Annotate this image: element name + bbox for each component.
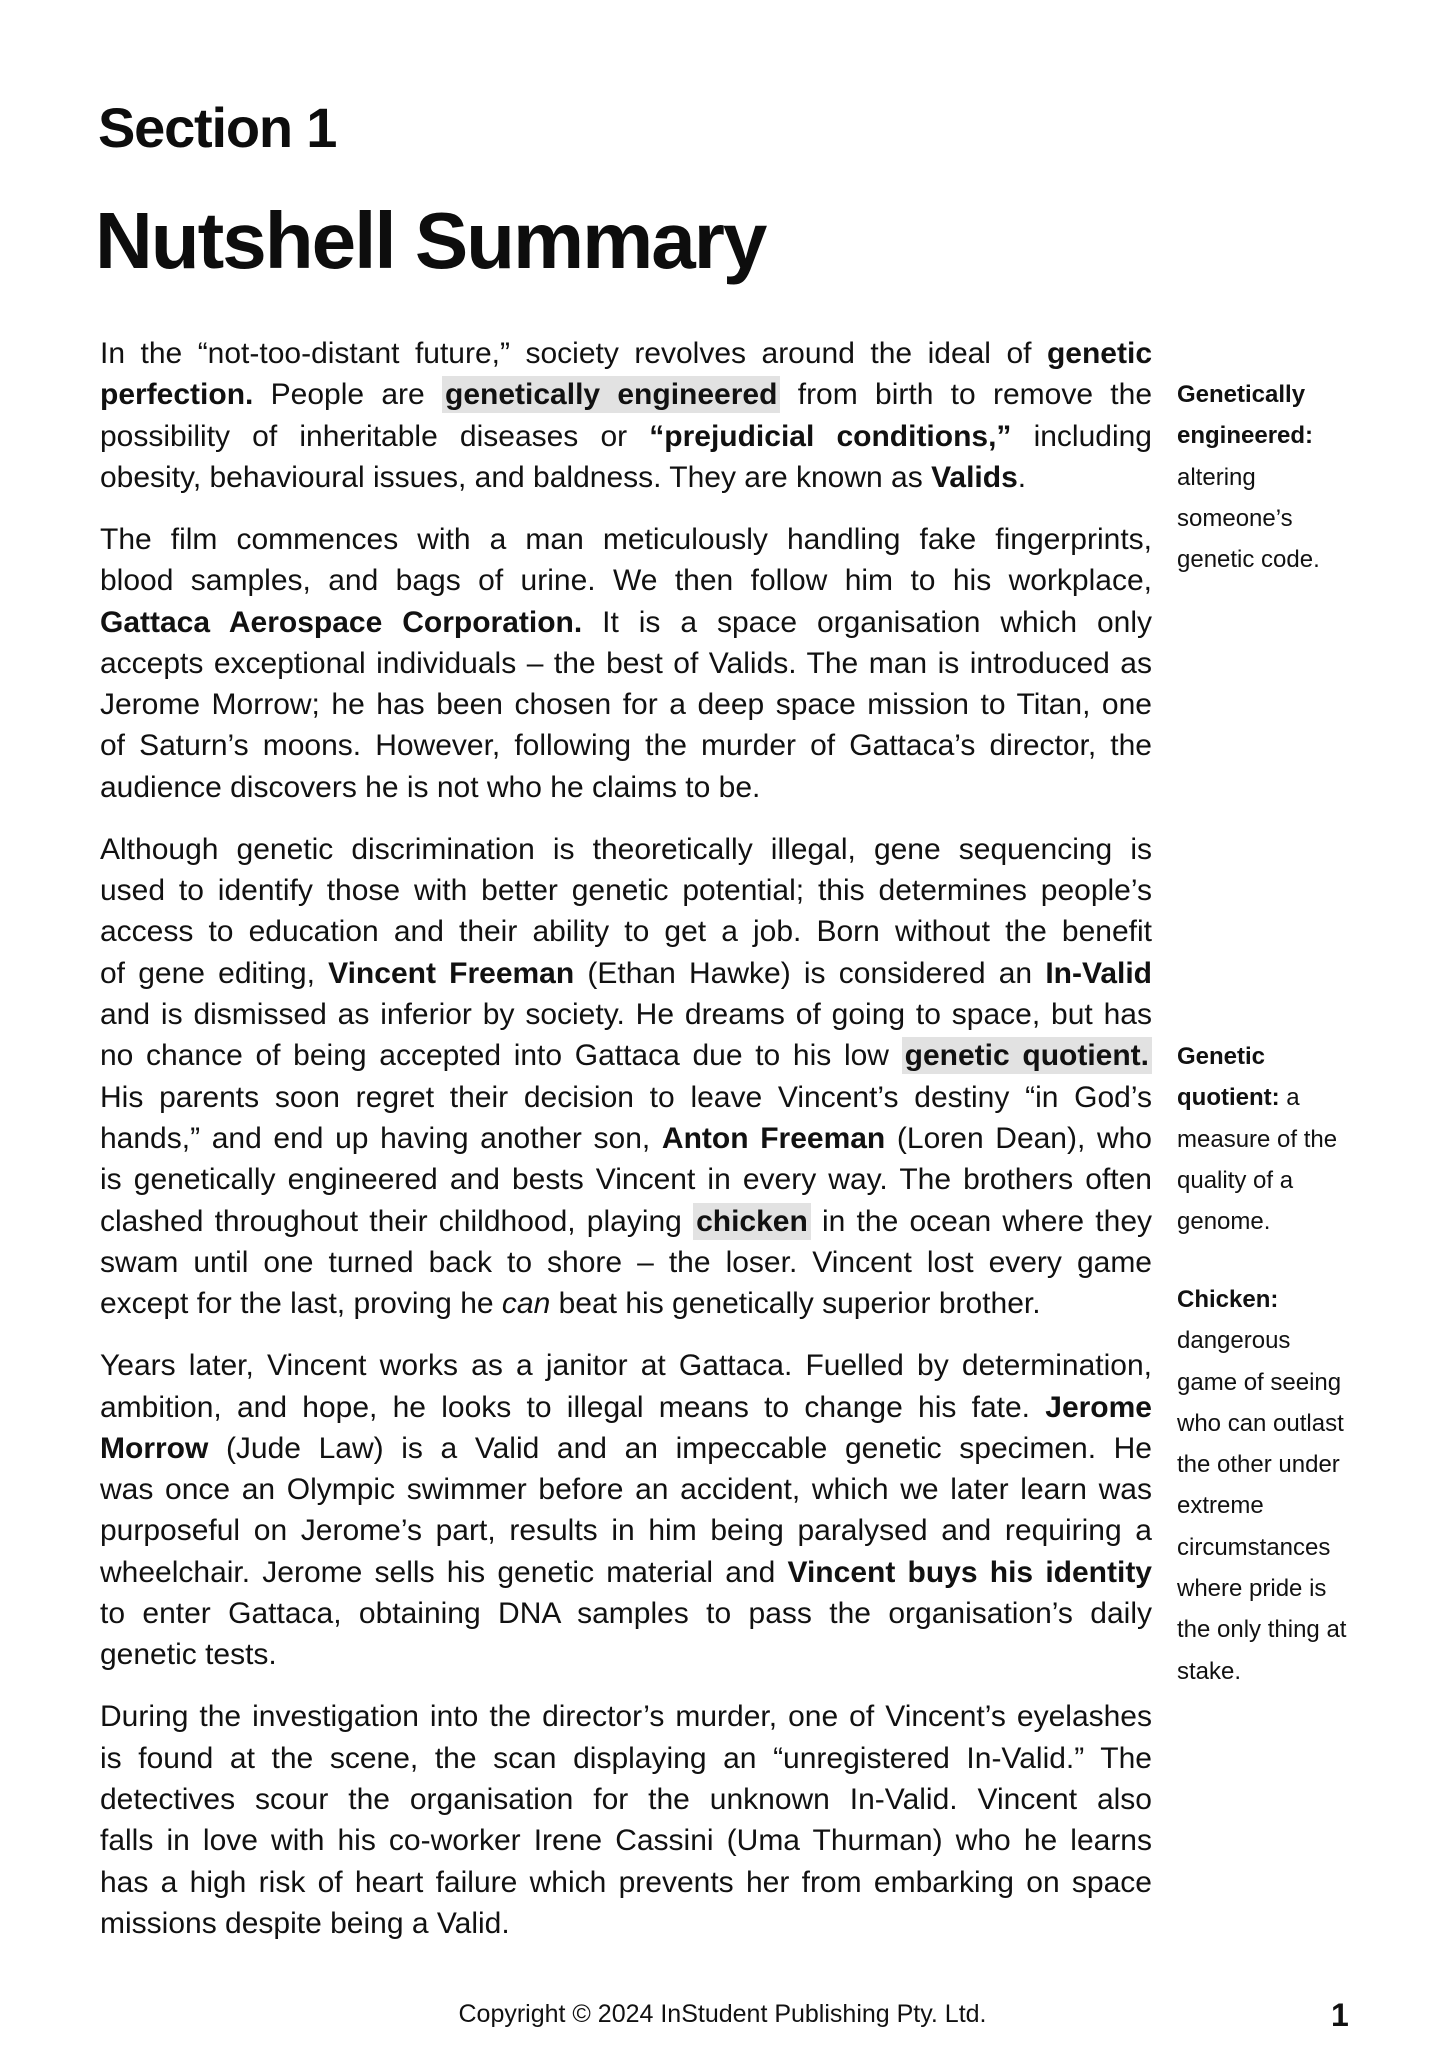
text-line xyxy=(1177,1119,1417,1160)
body-paragraph xyxy=(100,333,1152,498)
text-line xyxy=(100,1738,1152,1779)
text-run: It is a space organisation which only xyxy=(582,605,1152,639)
text-line xyxy=(100,1077,1152,1118)
text-line xyxy=(1177,1036,1417,1077)
text-run: blood samples, and bags of urine. We then follow him to his workplace, xyxy=(100,564,1152,598)
text-run: detectives scour the organisation for the unknown In-Valid. Vincent also xyxy=(100,1782,1152,1816)
text-line xyxy=(100,870,1152,911)
text-line xyxy=(100,767,1152,808)
text-line xyxy=(100,1345,1152,1386)
text-run: hands,” and end up having another son, xyxy=(100,1121,662,1155)
text-line xyxy=(1177,1568,1417,1609)
text-run: possibility of inheritable diseases or xyxy=(100,419,650,453)
text-run: used to identify those with better genetic potential; this determines people’s xyxy=(100,874,1152,908)
text-line xyxy=(100,643,1152,684)
text-line xyxy=(100,1820,1152,1861)
highlighted-key-term: chicken xyxy=(693,1203,811,1240)
text-run: except for the last, proving he xyxy=(100,1287,502,1321)
text-run: of Saturn’s moons. However, following the murder of Gattaca’s director, the xyxy=(100,729,1152,763)
text-run: purposeful on Jerome’s part, results in him being paralysed and requiring a xyxy=(100,1514,1152,1548)
text-run: During the investigation into the director’s murder, one of Vincent’s eyelashes xyxy=(100,1700,1152,1734)
text-run: including xyxy=(1011,419,1152,453)
bold-term: In-Valid xyxy=(1045,956,1152,990)
text-run: ambition, and hope, he looks to illegal means to change his fate. xyxy=(100,1390,1046,1424)
text-run: of gene editing, xyxy=(100,956,329,990)
bold-term: Chicken: xyxy=(1177,1286,1279,1313)
text-run: People are xyxy=(253,378,443,412)
text-run: who can outlast xyxy=(1177,1409,1344,1437)
text-run: genetic tests. xyxy=(100,1638,277,1672)
text-run: quality of a xyxy=(1177,1166,1294,1194)
bold-term: genetic xyxy=(1046,337,1152,370)
text-run: falls in love with his co-worker Irene Cassini (Uma Thurman) who he learns xyxy=(100,1824,1152,1858)
highlighted-key-term: genetic quotient. xyxy=(902,1037,1152,1074)
text-run: missions despite being a Valid. xyxy=(100,1906,510,1940)
text-line xyxy=(100,725,1152,766)
text-line xyxy=(100,457,1152,498)
text-run: the only thing at xyxy=(1177,1616,1347,1644)
text-run: swam until one turned back to shore – the loser. Vincent lost every game xyxy=(100,1245,1152,1279)
body-paragraph xyxy=(100,829,1152,1325)
text-line xyxy=(1177,1362,1417,1403)
text-run: extreme xyxy=(1177,1492,1264,1520)
text-run: circumstances xyxy=(1177,1533,1331,1561)
text-line xyxy=(1177,1077,1417,1118)
text-line xyxy=(100,374,1152,415)
glossary-entry-genetically-engineered xyxy=(1177,374,1417,580)
text-line xyxy=(100,1862,1152,1903)
bold-term: Jerome xyxy=(1045,1390,1152,1424)
text-run: (Ethan Hawke) is considered an xyxy=(574,956,1046,990)
text-run: from birth to remove the xyxy=(780,378,1153,412)
text-run: a xyxy=(1279,1084,1300,1112)
text-line xyxy=(100,333,1152,374)
text-line xyxy=(100,829,1152,870)
text-run: someone’s xyxy=(1177,504,1293,532)
text-line xyxy=(100,994,1152,1035)
text-run: game of seeing xyxy=(1177,1368,1342,1396)
text-line xyxy=(100,1283,1152,1324)
bold-term: Genetically xyxy=(1177,381,1306,408)
text-run: was once an Olympic swimmer before an accident, which we later learn was xyxy=(100,1473,1152,1507)
text-line xyxy=(1177,415,1417,456)
text-run: clashed throughout their childhood, playing xyxy=(100,1204,694,1238)
glossary-entry-genetic-quotient xyxy=(1177,1036,1417,1242)
text-line xyxy=(100,684,1152,725)
text-line xyxy=(100,602,1152,643)
bold-term: Morrow xyxy=(100,1431,209,1465)
bold-term: Gattaca Aerospace Corporation. xyxy=(100,605,583,639)
bold-term: Genetic xyxy=(1177,1043,1266,1070)
text-run: Although genetic discrimination is theoretically illegal, gene sequencing is xyxy=(100,832,1152,866)
text-run: the other under xyxy=(1177,1451,1340,1479)
bold-term: Anton Freeman xyxy=(661,1121,886,1155)
text-line xyxy=(1177,1485,1417,1526)
text-line xyxy=(1177,1527,1417,1568)
text-run: stake. xyxy=(1177,1657,1242,1685)
text-line xyxy=(1177,1609,1417,1650)
text-line xyxy=(100,1035,1152,1076)
text-line xyxy=(100,1118,1152,1159)
body-paragraph xyxy=(100,1696,1152,1944)
text-run: Years later, Vincent works as a janitor at Gattaca. Fuelled by determination, xyxy=(100,1349,1152,1383)
page-number: 1 xyxy=(1331,1997,1349,2033)
text-run: His parents soon regret their decision to leave Vincent’s destiny “in God’s xyxy=(100,1080,1152,1114)
text-line xyxy=(1177,1444,1417,1485)
page-title: Nutshell Summary xyxy=(95,196,766,285)
text-line xyxy=(100,1201,1152,1242)
text-run: is found at the scene, the scan displaying an “unregistered In-Valid.” The xyxy=(100,1741,1152,1775)
text-run: access to education and their ability to get a job. Born without the benefit xyxy=(100,915,1152,949)
text-run: The film commences with a man meticulously handling fake fingerprints, xyxy=(100,522,1152,556)
text-line xyxy=(100,416,1152,457)
bold-term: perfection. xyxy=(100,378,254,412)
text-run: obesity, behavioural issues, and baldness. They are known as xyxy=(100,460,932,494)
body-paragraph xyxy=(100,1345,1152,1675)
summary-body xyxy=(100,333,1152,1965)
text-line xyxy=(100,1159,1152,1200)
text-line xyxy=(1177,498,1417,539)
bold-term: Vincent Freeman xyxy=(328,956,575,990)
text-run: . xyxy=(1017,460,1027,494)
bold-term: “prejudicial conditions,” xyxy=(649,419,1012,453)
text-line xyxy=(100,911,1152,952)
glossary-entry-chicken xyxy=(1177,1279,1417,1692)
text-line xyxy=(1177,457,1417,498)
text-line xyxy=(1177,374,1417,415)
text-run: genetic code. xyxy=(1177,546,1320,574)
text-run: in the ocean where they xyxy=(810,1204,1152,1238)
bold-term: Vincent buys his identity xyxy=(787,1555,1152,1589)
text-line xyxy=(100,1552,1152,1593)
text-line xyxy=(100,1696,1152,1737)
text-line xyxy=(1177,1403,1417,1444)
text-line xyxy=(1177,1279,1417,1320)
text-line xyxy=(100,1510,1152,1551)
text-line xyxy=(1177,539,1417,580)
text-run: audience discovers he is not who he claims to be. xyxy=(100,770,761,804)
text-line xyxy=(1177,1651,1417,1692)
text-run: Jerome Morrow; he has been chosen for a deep space mission to Titan, one xyxy=(100,688,1152,722)
text-run: to enter Gattaca, obtaining DNA samples to pass the organisation’s daily xyxy=(100,1597,1152,1630)
text-line xyxy=(1177,1201,1417,1242)
text-run: has a high risk of heart failure which prevents her from embarking on space xyxy=(100,1865,1152,1899)
text-run: wheelchair. Jerome sells his genetic material and xyxy=(100,1555,788,1589)
body-paragraph xyxy=(100,519,1152,808)
text-line xyxy=(100,1634,1152,1675)
text-run: genome. xyxy=(1177,1208,1271,1236)
text-line xyxy=(100,1242,1152,1283)
text-run: accepts exceptional individuals – the best of Valids. The man is introduced as xyxy=(100,646,1152,680)
text-line xyxy=(100,1387,1152,1428)
text-line xyxy=(1177,1160,1417,1201)
bold-term: Valids xyxy=(931,460,1018,494)
text-line xyxy=(100,560,1152,601)
text-run: where pride is xyxy=(1177,1575,1327,1603)
text-line xyxy=(1177,1320,1417,1361)
bold-term: quotient: xyxy=(1177,1084,1280,1112)
text-line xyxy=(100,953,1152,994)
text-run: (Loren Dean), who xyxy=(885,1121,1152,1155)
text-run: no chance of being accepted into Gattaca due to his low xyxy=(100,1039,902,1073)
text-line xyxy=(100,1903,1152,1944)
text-run: dangerous xyxy=(1177,1327,1291,1355)
text-line xyxy=(100,1469,1152,1510)
highlighted-key-term: genetically engineered xyxy=(442,376,780,413)
bold-term: engineered: xyxy=(1177,422,1314,450)
text-line xyxy=(100,1593,1152,1634)
section-label: Section 1 xyxy=(98,96,337,159)
text-line xyxy=(100,1779,1152,1820)
italic-emphasis: can xyxy=(501,1287,551,1321)
text-run: beat his genetically superior brother. xyxy=(550,1287,1041,1321)
copyright-footer: Copyright © 2024 InStudent Publishing Pty. Ltd. xyxy=(458,2000,987,2028)
text-line xyxy=(100,519,1152,560)
text-run: (Jude Law) is a Valid and an impeccable genetic specimen. He xyxy=(208,1431,1152,1465)
text-run: In the “not-too-distant future,” society revolves around the ideal of xyxy=(100,337,1047,370)
text-run: and is dismissed as inferior by society. He dreams of going to space, but has xyxy=(100,998,1152,1032)
text-run: is genetically engineered and bests Vincent in every way. The brothers often xyxy=(100,1163,1152,1197)
text-run: altering xyxy=(1177,463,1256,491)
text-line xyxy=(100,1428,1152,1469)
text-run: measure of the xyxy=(1177,1125,1338,1153)
